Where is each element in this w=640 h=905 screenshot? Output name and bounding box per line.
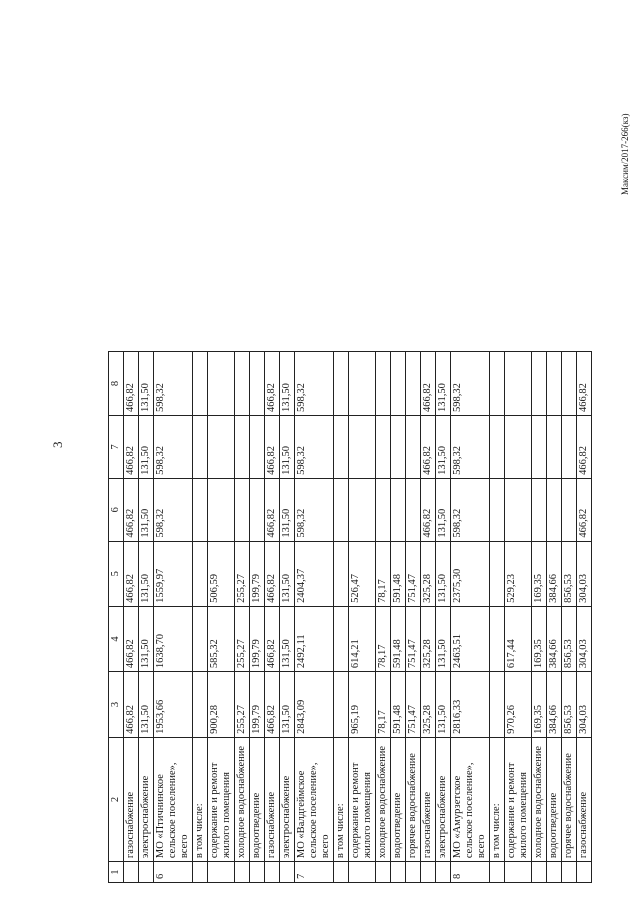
item-name: содержание и ремонт жилого помещения [349, 737, 376, 861]
value-cell: 2463,51 [451, 606, 490, 671]
value-cell [334, 541, 349, 606]
value-cell: 598,32 [295, 352, 334, 416]
value-cell [490, 606, 505, 671]
value-cell: 255,27 [235, 541, 250, 606]
item-name: горячее водоснабжение [406, 737, 421, 861]
value-cell: 131,50 [139, 606, 154, 671]
value-cell: 131,50 [139, 478, 154, 541]
value-cell: 1638,70 [154, 606, 193, 671]
value-cell: 131,50 [436, 352, 451, 416]
value-cell: 751,47 [406, 672, 421, 738]
value-cell [547, 352, 562, 416]
value-cell: 384,66 [547, 606, 562, 671]
value-cell [490, 416, 505, 479]
value-cell [505, 416, 532, 479]
value-cell [391, 352, 406, 416]
table-row [208, 352, 235, 883]
value-cell: 856,53 [562, 606, 577, 671]
value-cell: 466,82 [124, 541, 139, 606]
column-number: 5 [109, 541, 124, 606]
row-number [391, 862, 406, 883]
value-cell [505, 352, 532, 416]
value-cell: 965,19 [349, 672, 376, 738]
value-cell: 78,17 [376, 672, 391, 738]
table-row [124, 352, 139, 883]
value-cell [193, 352, 208, 416]
value-cell: 131,50 [280, 606, 295, 671]
table-row [532, 352, 547, 883]
value-cell: 466,82 [265, 541, 280, 606]
table-row [250, 352, 265, 883]
value-cell: 856,53 [562, 541, 577, 606]
item-name: в том числе: [490, 737, 505, 861]
value-cell: 131,50 [436, 416, 451, 479]
table-row [280, 352, 295, 883]
item-name: газоснабжение [421, 737, 436, 861]
item-name: холодное водоснабжение [376, 737, 391, 861]
value-cell [532, 352, 547, 416]
value-cell: 199,79 [250, 672, 265, 738]
value-cell: 466,82 [421, 416, 436, 479]
item-name: в том числе: [334, 737, 349, 861]
value-cell [208, 352, 235, 416]
value-cell: 131,50 [436, 478, 451, 541]
value-cell [376, 352, 391, 416]
value-cell: 466,82 [265, 352, 280, 416]
value-cell [391, 416, 406, 479]
value-cell: 2843,09 [295, 672, 334, 738]
table-row [391, 352, 406, 883]
value-cell: 131,50 [280, 672, 295, 738]
value-cell: 466,82 [421, 478, 436, 541]
value-cell: 131,50 [139, 352, 154, 416]
value-cell: 304,03 [577, 541, 592, 606]
row-number: 8 [451, 862, 490, 883]
column-number: 7 [109, 416, 124, 479]
value-cell: 131,50 [436, 541, 451, 606]
value-cell: 466,82 [265, 478, 280, 541]
table-row [562, 352, 577, 883]
value-cell: 466,82 [577, 478, 592, 541]
value-cell [334, 352, 349, 416]
value-cell: 591,48 [391, 672, 406, 738]
value-cell [505, 478, 532, 541]
value-cell: 325,28 [421, 672, 436, 738]
value-cell: 591,48 [391, 541, 406, 606]
item-name: горячее водоснабжение [562, 737, 577, 861]
value-cell: 591,48 [391, 606, 406, 671]
value-cell [547, 416, 562, 479]
item-name: МО «Амурзетское сельское поселение», всего [451, 737, 490, 861]
row-number [124, 862, 139, 883]
tariff-table [108, 351, 592, 883]
value-cell [250, 478, 265, 541]
row-number: 6 [154, 862, 193, 883]
row-number [265, 862, 280, 883]
value-cell: 199,79 [250, 541, 265, 606]
row-number [349, 862, 376, 883]
item-name: газоснабжение [265, 737, 280, 861]
value-cell [193, 478, 208, 541]
value-cell [250, 352, 265, 416]
table-row [490, 352, 505, 883]
value-cell: 900,28 [208, 672, 235, 738]
value-cell [235, 478, 250, 541]
value-cell: 466,82 [577, 352, 592, 416]
value-cell: 131,50 [139, 541, 154, 606]
row-number [139, 862, 154, 883]
table-row [421, 352, 436, 883]
item-name: холодное водоснабжение [235, 737, 250, 861]
value-cell: 304,03 [577, 606, 592, 671]
row-number [280, 862, 295, 883]
item-name: электроснабжение [280, 737, 295, 861]
table-row [376, 352, 391, 883]
value-cell: 131,50 [139, 416, 154, 479]
value-cell: 506,59 [208, 541, 235, 606]
row-number [532, 862, 547, 883]
value-cell [532, 478, 547, 541]
value-cell: 466,82 [421, 352, 436, 416]
value-cell [349, 352, 376, 416]
value-cell [235, 352, 250, 416]
item-name: содержание и ремонт жилого помещения [208, 737, 235, 861]
value-cell: 466,82 [265, 672, 280, 738]
row-number [490, 862, 505, 883]
value-cell: 598,32 [451, 416, 490, 479]
value-cell [406, 416, 421, 479]
value-cell: 78,17 [376, 606, 391, 671]
row-number [250, 862, 265, 883]
value-cell [208, 478, 235, 541]
item-name: электроснабжение [139, 737, 154, 861]
row-number [406, 862, 421, 883]
column-number: 4 [109, 606, 124, 671]
table-row [451, 352, 490, 883]
value-cell: 131,50 [139, 672, 154, 738]
value-cell: 598,32 [154, 416, 193, 479]
table-row [154, 352, 193, 883]
value-cell: 466,82 [265, 416, 280, 479]
value-cell: 466,82 [577, 416, 592, 479]
value-cell: 169,35 [532, 541, 547, 606]
row-number [376, 862, 391, 883]
column-number: 8 [109, 352, 124, 416]
item-name: электроснабжение [436, 737, 451, 861]
value-cell [376, 416, 391, 479]
value-cell: 614,21 [349, 606, 376, 671]
value-cell: 169,35 [532, 672, 547, 738]
row-number: 7 [295, 862, 334, 883]
value-cell: 598,32 [154, 352, 193, 416]
value-cell: 598,32 [295, 478, 334, 541]
value-cell: 466,82 [265, 606, 280, 671]
value-cell: 751,47 [406, 606, 421, 671]
row-number [235, 862, 250, 883]
value-cell [334, 672, 349, 738]
table-row [349, 352, 376, 883]
value-cell [334, 606, 349, 671]
item-name: содержание и ремонт жилого помещения [505, 737, 532, 861]
value-cell: 466,82 [124, 606, 139, 671]
item-name: газоснабжение [577, 737, 592, 861]
value-cell [208, 416, 235, 479]
item-name: в том числе: [193, 737, 208, 861]
column-number: 3 [109, 672, 124, 738]
value-cell [490, 672, 505, 738]
value-cell: 466,82 [124, 478, 139, 541]
value-cell [193, 416, 208, 479]
item-name: МО «Птичнинское сельское поселение», всего [154, 737, 193, 861]
value-cell [562, 478, 577, 541]
value-cell: 466,82 [124, 672, 139, 738]
value-cell: 255,27 [235, 606, 250, 671]
column-number: 2 [109, 737, 124, 861]
value-cell [532, 416, 547, 479]
value-cell [562, 416, 577, 479]
row-number [577, 862, 592, 883]
item-name: газоснабжение [124, 737, 139, 861]
table-row [295, 352, 334, 883]
value-cell: 255,27 [235, 672, 250, 738]
value-cell: 598,32 [451, 352, 490, 416]
item-name: водоотведение [250, 737, 265, 861]
row-number [208, 862, 235, 883]
value-cell: 384,66 [547, 541, 562, 606]
column-number: 1 [109, 862, 124, 883]
value-cell: 617,44 [505, 606, 532, 671]
value-cell: 199,79 [250, 606, 265, 671]
value-cell: 2375,30 [451, 541, 490, 606]
value-cell: 1559,97 [154, 541, 193, 606]
value-cell: 2816,33 [451, 672, 490, 738]
value-cell: 131,50 [280, 352, 295, 416]
value-cell: 970,26 [505, 672, 532, 738]
value-cell: 384,66 [547, 672, 562, 738]
value-cell: 529,23 [505, 541, 532, 606]
side-note: Максим/2017-266(кз) [620, 113, 630, 195]
value-cell [406, 352, 421, 416]
table-row [505, 352, 532, 883]
value-cell: 598,32 [295, 416, 334, 479]
value-cell: 131,50 [280, 478, 295, 541]
row-number [421, 862, 436, 883]
value-cell: 131,50 [280, 416, 295, 479]
page-number: 3 [50, 441, 65, 448]
value-cell [562, 352, 577, 416]
value-cell: 131,50 [436, 606, 451, 671]
value-cell: 325,28 [421, 606, 436, 671]
value-cell: 585,32 [208, 606, 235, 671]
value-cell [334, 478, 349, 541]
item-name: МО «Валдгеймское сельское поселение», всего [295, 737, 334, 861]
item-name: холодное водоснабжение [532, 737, 547, 861]
row-number [547, 862, 562, 883]
table-row [577, 352, 592, 883]
item-name: водоотведение [391, 737, 406, 861]
value-cell: 466,82 [124, 416, 139, 479]
value-cell: 856,53 [562, 672, 577, 738]
row-number [436, 862, 451, 883]
row-number [334, 862, 349, 883]
value-cell: 466,82 [124, 352, 139, 416]
table-row [265, 352, 280, 883]
item-name: водоотведение [547, 737, 562, 861]
table-row [334, 352, 349, 883]
table-row [193, 352, 208, 883]
table-row [547, 352, 562, 883]
value-cell [490, 541, 505, 606]
value-cell [490, 478, 505, 541]
table-row [436, 352, 451, 883]
value-cell: 526,47 [349, 541, 376, 606]
value-cell [334, 416, 349, 479]
value-cell [235, 416, 250, 479]
table-row [235, 352, 250, 883]
value-cell [349, 478, 376, 541]
value-cell: 598,32 [451, 478, 490, 541]
value-cell [391, 478, 406, 541]
value-cell [193, 606, 208, 671]
value-cell: 1953,66 [154, 672, 193, 738]
value-cell: 325,28 [421, 541, 436, 606]
value-cell [547, 478, 562, 541]
value-cell: 304,03 [577, 672, 592, 738]
row-number [505, 862, 532, 883]
header-row [109, 352, 124, 883]
value-cell: 2492,11 [295, 606, 334, 671]
column-number: 6 [109, 478, 124, 541]
tariff-table-container [108, 351, 592, 883]
value-cell: 131,50 [280, 541, 295, 606]
row-number [562, 862, 577, 883]
value-cell [376, 478, 391, 541]
value-cell [490, 352, 505, 416]
value-cell [193, 672, 208, 738]
value-cell: 2404,37 [295, 541, 334, 606]
table-row [139, 352, 154, 883]
value-cell: 598,32 [154, 478, 193, 541]
value-cell [193, 541, 208, 606]
value-cell: 131,50 [436, 672, 451, 738]
table-row [406, 352, 421, 883]
value-cell: 751,47 [406, 541, 421, 606]
value-cell [250, 416, 265, 479]
value-cell [349, 416, 376, 479]
value-cell: 169,35 [532, 606, 547, 671]
value-cell [406, 478, 421, 541]
row-number [193, 862, 208, 883]
value-cell: 78,17 [376, 541, 391, 606]
